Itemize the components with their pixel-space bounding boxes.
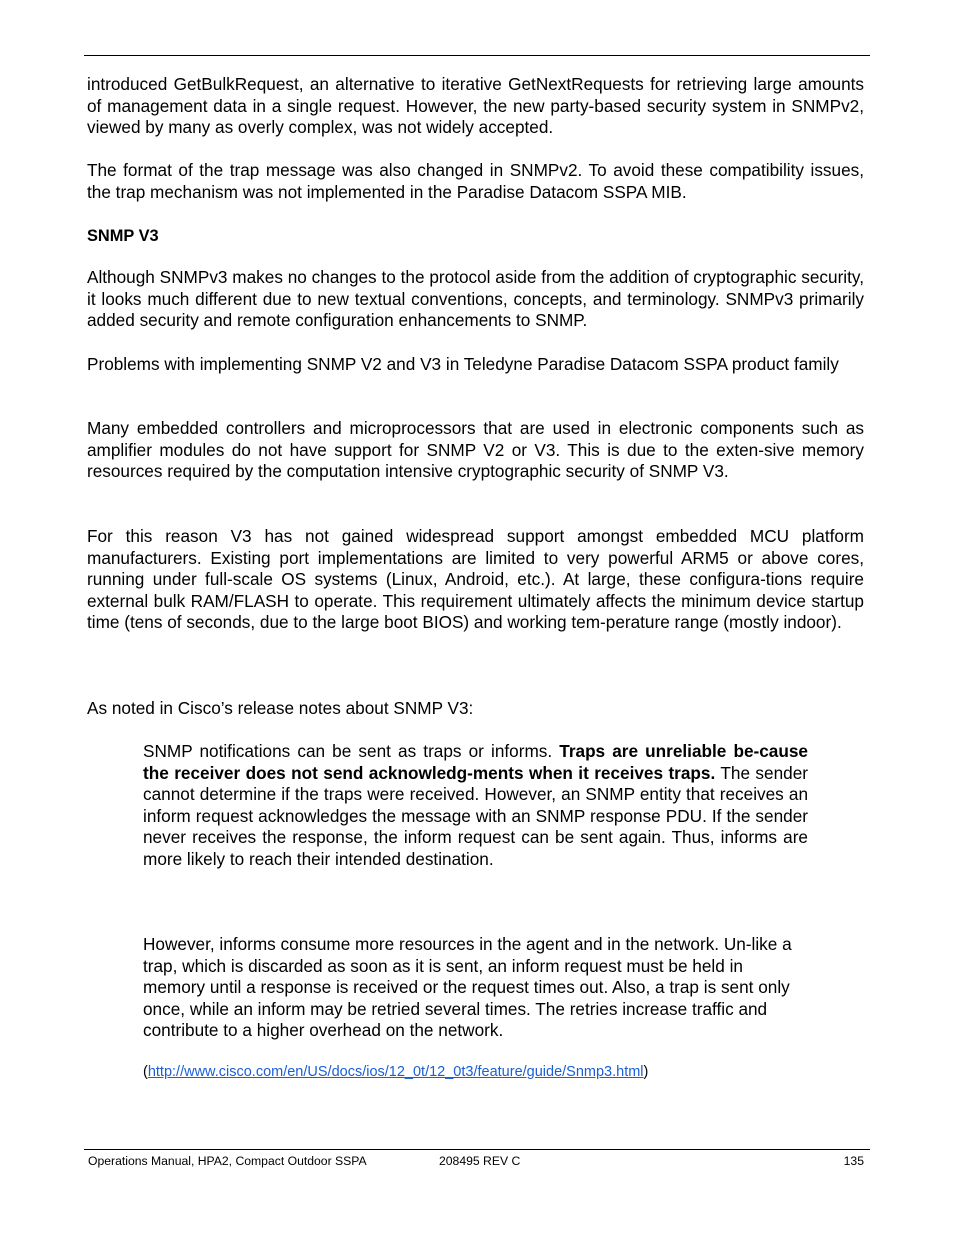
paragraph-embedded-controllers: Many embedded controllers and microprocessors that are used in electronic components such as amplifier modules do not have support for SNMP V2 or V3. This is due to the exten-sive memory resources required by the computation intensive cryptographic security of SNMP V3.	[87, 418, 864, 482]
quote-traps-informs	[143, 741, 808, 871]
citation-close-paren: )	[643, 1064, 649, 1080]
footer-revision: 208495 REV C	[439, 1154, 521, 1168]
paragraph-getbulk: introduced GetBulkRequest, an alternative to iterative GetNextRequests for retrieving large amounts of management data in a single request. However, the new party-based security system in SNMPv2, viewed by many as overly complex, was not widely accepted.	[87, 74, 864, 138]
paragraph-trap-format: The format of the trap message was also changed in SNMPv2. To avoid these compatibility issues, the trap mechanism was not implemented in the Paradise Datacom SSPA MIB.	[87, 160, 864, 202]
paragraph-cisco-intro: As noted in Cisco’s release notes about SNMP V3:	[87, 698, 474, 718]
paragraph-snmpv3-overview: Although SNMPv3 makes no changes to the protocol aside from the addition of cryptographic security, it looks much different due to new textual conventions, concepts, and terminology. SNMPv3 primarily added security and remote configuration enhancements to SNMP.	[87, 267, 864, 331]
quote-informs-resources: However, informs consume more resources in the agent and in the network. Un-like a trap, which is discarded as soon as it is sent, an inform request must be held in memory until a response is received or the request times out. Also, a trap is sent only once, while an inform may be retried several times. The retries increase traffic and contribute to a higher overhead on the network.	[143, 934, 792, 1041]
footer-manual-title: Operations Manual, HPA2, Compact Outdoor SSPA	[88, 1154, 367, 1168]
footer-page-number: 135	[843, 1154, 864, 1168]
paragraph-mcu-support: For this reason V3 has not gained widespread support amongst embedded MCU platform manufacturers. Existing port implementations are limited to very powerful ARM5 or above cores, running under full-scale OS systems (Linux, Android, etc.). At large, these configura-tions require external bulk RAM/FLASH to operate. This requirement ultimately affects the minimum device startup time (tens of seconds, due to the large boot BIOS) and working tem-perature range (mostly indoor).	[87, 526, 864, 633]
cisco-link[interactable]: http://www.cisco.com/en/US/docs/ios/12_0t/12_0t3/feature/guide/Snmp3.html	[147, 1064, 644, 1080]
citation-open-paren: (	[143, 1064, 148, 1080]
footer-rule	[84, 1149, 870, 1150]
header-rule	[84, 55, 870, 56]
quote-bold-traps-unreliable: Traps are unreliable be-cause the receiver does not send acknowledg-ments when it receives traps.	[143, 741, 808, 783]
section-heading-snmp-v3: SNMP V3	[87, 227, 159, 245]
citation	[143, 1063, 648, 1081]
quote-text-end: The sender cannot determine if the traps were received. However, an SNMP entity that receives an inform request acknowledges the message with an SNMP response PDU. If the sender never receives the response, the inform request can be sent again. Thus, informs are more likely to reach their intended destination.	[143, 762, 808, 869]
quote-text-start: SNMP notifications can be sent as traps or informs.	[143, 741, 560, 761]
paragraph-problems-title: Problems with implementing SNMP V2 and V3 in Teledyne Paradise Datacom SSPA product family	[87, 354, 839, 374]
